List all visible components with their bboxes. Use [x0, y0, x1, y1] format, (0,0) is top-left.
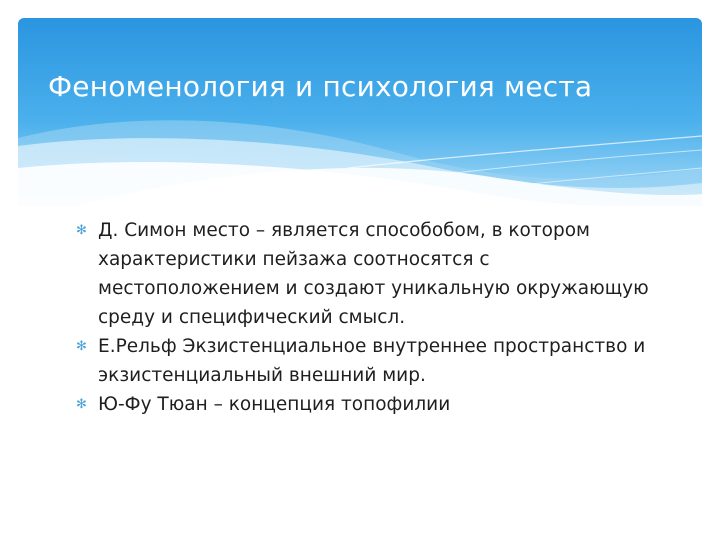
asterisk-bullet-icon: ✻: [76, 339, 87, 354]
bullet-item: [76, 332, 676, 390]
asterisk-bullet-icon: ✻: [76, 223, 87, 238]
asterisk-bullet-icon: ✻: [76, 397, 87, 412]
bullet-item: [76, 390, 676, 419]
wave-background: [18, 18, 702, 206]
slide-title: Феноменология и психология места: [48, 70, 593, 103]
bullet-text: Д. Симон место – является способобом, в котором характеристики пейзажа соотносятся с местоположением и создают уникальную окружающую среду и специфический смысл.: [98, 220, 649, 328]
bullet-text: Ю-Фу Тюан – концепция топофилии: [98, 394, 451, 415]
bullet-text: Е.Рельф Экзистенциальное внутреннее пространство и экзистенциальный внешний мир.: [98, 336, 646, 386]
title-banner: [18, 18, 702, 206]
bullet-item: [76, 216, 676, 332]
bullet-list: [76, 216, 676, 419]
